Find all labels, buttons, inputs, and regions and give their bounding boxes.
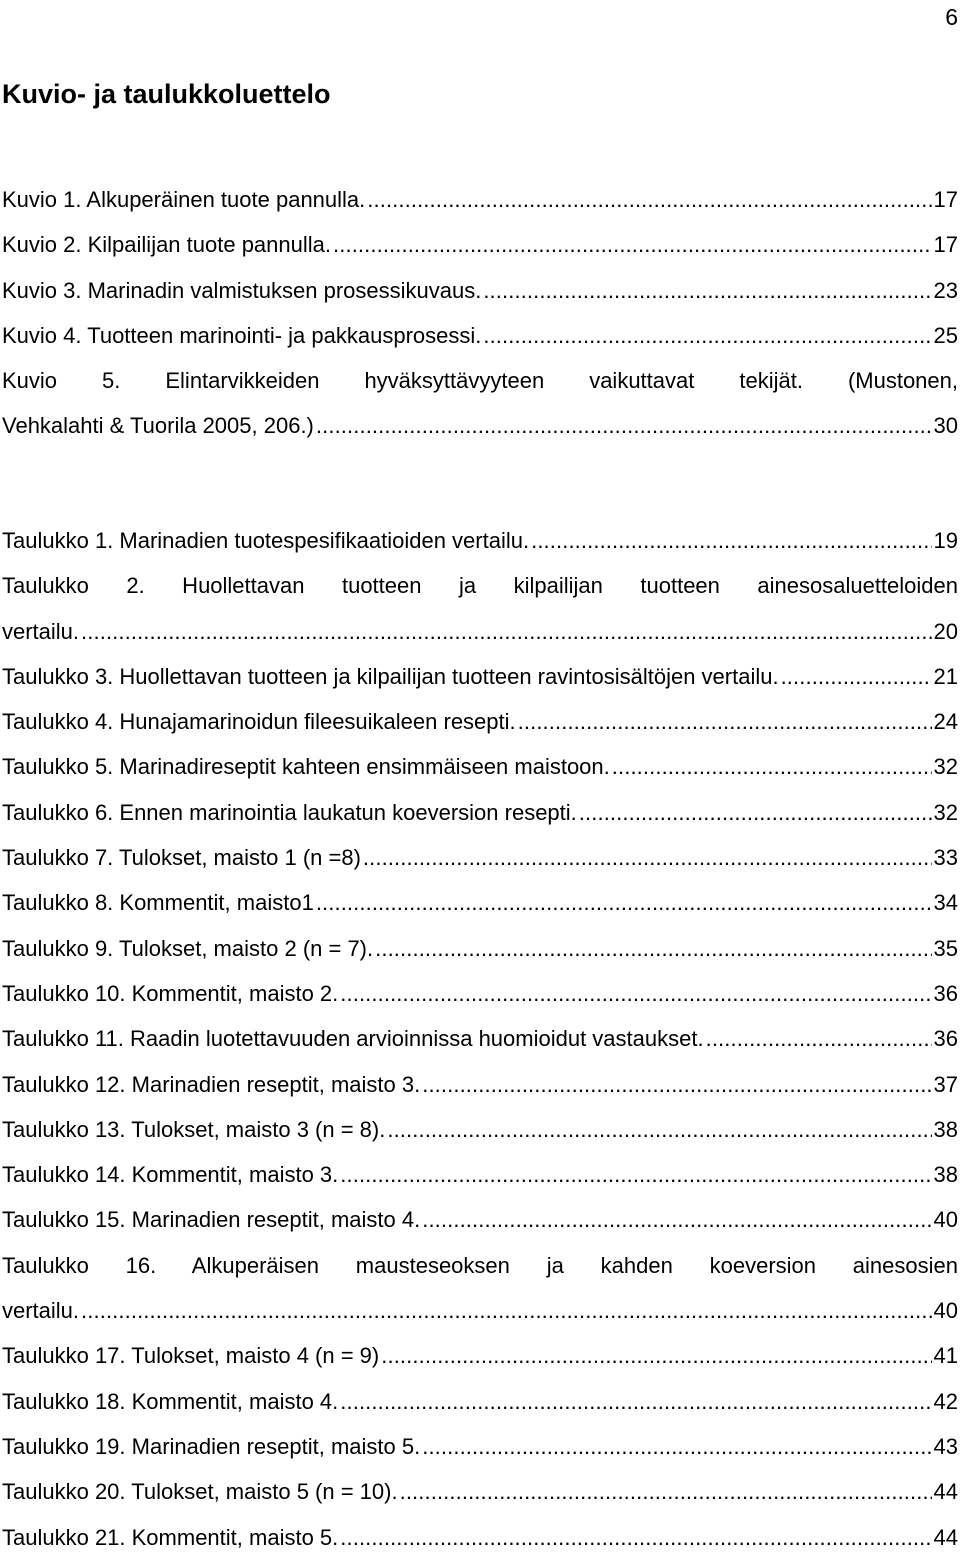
figure-entry-page-number: 25 xyxy=(933,322,958,348)
table-entry[interactable] xyxy=(2,1469,958,1514)
table-entry-label-line: Taulukko 2. Huollettavan tuotteen ja kilpailijan tuotteen ainesosaluetteloiden xyxy=(2,573,958,599)
table-list xyxy=(2,518,958,1560)
figure-entry[interactable] xyxy=(2,222,958,267)
table-entry-page-number: 38 xyxy=(933,1116,958,1142)
table-entry-label: Taulukko 9. Tulokset, maisto 2 (n = 7). xyxy=(2,935,374,961)
table-entry[interactable] xyxy=(2,971,958,1016)
table-entry-label-line: Taulukko 16. Alkuperäisen mausteseoksen ja kahden koeversion ainesosien xyxy=(2,1252,958,1278)
table-entry-page-number: 36 xyxy=(933,1026,958,1052)
table-entry[interactable] xyxy=(2,1243,958,1334)
table-entry-label: vertailu. xyxy=(2,618,80,644)
table-entry-label: Taulukko 17. Tulokset, maisto 4 (n = 9) xyxy=(2,1343,380,1369)
table-entry[interactable] xyxy=(2,1333,958,1378)
dot-leader xyxy=(706,1016,932,1061)
table-entry[interactable] xyxy=(2,699,958,744)
figure-entry[interactable] xyxy=(2,177,958,222)
table-entry[interactable] xyxy=(2,1197,958,1242)
table-entry-page-number: 19 xyxy=(933,528,958,553)
table-entry-page-number: 35 xyxy=(933,935,958,961)
dot-leader xyxy=(483,313,931,358)
table-entry-label: Taulukko 15. Marinadien reseptit, maisto 4. xyxy=(2,1207,421,1233)
table-entry[interactable] xyxy=(2,880,958,925)
dot-leader xyxy=(367,177,931,222)
table-entry[interactable] xyxy=(2,1515,958,1560)
table-entry-page-number: 32 xyxy=(933,754,958,780)
table-entry-label: Taulukko 14. Kommentit, maisto 3. xyxy=(2,1162,339,1188)
table-entry-page-number: 44 xyxy=(933,1524,958,1550)
table-entry[interactable] xyxy=(2,563,958,654)
dot-leader xyxy=(531,518,931,563)
dot-leader xyxy=(375,926,931,971)
table-entry-label: Taulukko 20. Tulokset, maisto 5 (n = 10). xyxy=(2,1479,398,1505)
dot-leader xyxy=(340,1152,931,1197)
table-entry[interactable] xyxy=(2,790,958,835)
page-number: 6 xyxy=(945,4,958,30)
figure-entry-label-line: Kuvio 5. Elintarvikkeiden hyväksyttävyyteen vaikuttavat tekijät. (Mustonen, xyxy=(2,368,958,394)
table-entry[interactable] xyxy=(2,1424,958,1469)
dot-leader xyxy=(400,1469,932,1514)
dot-leader xyxy=(340,971,931,1016)
figure-list xyxy=(2,177,958,449)
figure-entry-page-number: 17 xyxy=(933,187,958,212)
table-entry[interactable] xyxy=(2,926,958,971)
figure-entry-page-number: 30 xyxy=(933,413,958,439)
table-entry-label: Taulukko 10. Kommentit, maisto 2. xyxy=(2,980,339,1006)
table-entry-label: Taulukko 11. Raadin luotettavuuden arvioinnissa huomioidut vastaukset. xyxy=(2,1026,704,1052)
figure-entry[interactable] xyxy=(2,313,958,358)
dot-leader xyxy=(316,880,932,925)
figure-entry-label: Vehkalahti & Tuorila 2005, 206.) xyxy=(2,413,314,439)
figure-entry-label: Kuvio 1. Alkuperäinen tuote pannulla. xyxy=(2,187,366,212)
figure-entry[interactable] xyxy=(2,358,958,449)
table-entry-page-number: 44 xyxy=(933,1479,958,1505)
figure-entry-label: Kuvio 3. Marinadin valmistuksen prosessikuvaus. xyxy=(2,277,482,303)
figure-entry-label: Kuvio 2. Kilpailijan tuote pannulla. xyxy=(2,232,332,258)
table-entry[interactable] xyxy=(2,518,958,563)
table-entry-page-number: 21 xyxy=(933,663,958,689)
dot-leader xyxy=(781,654,932,699)
figure-entry[interactable] xyxy=(2,268,958,313)
table-entry-label: Taulukko 3. Huollettavan tuotteen ja kilpailijan tuotteen ravintosisältöjen vertailu. xyxy=(2,663,779,689)
table-entry-label: Taulukko 12. Marinadien reseptit, maisto 3. xyxy=(2,1071,421,1097)
table-entry-page-number: 36 xyxy=(933,980,958,1006)
dot-leader xyxy=(81,609,931,654)
table-entry[interactable] xyxy=(2,1107,958,1152)
dot-leader xyxy=(81,1288,931,1333)
table-entry-label: Taulukko 5. Marinadireseptit kahteen ensimmäiseen maistoon. xyxy=(2,754,610,780)
table-entry-page-number: 42 xyxy=(933,1388,958,1414)
table-entry[interactable] xyxy=(2,1016,958,1061)
dot-leader xyxy=(381,1333,931,1378)
dot-leader xyxy=(422,1062,931,1107)
table-entry-page-number: 20 xyxy=(933,618,958,644)
table-entry-label: vertailu. xyxy=(2,1298,80,1324)
dot-leader xyxy=(422,1197,931,1242)
table-entry[interactable] xyxy=(2,744,958,789)
table-entry-page-number: 24 xyxy=(933,709,958,735)
dot-leader xyxy=(363,835,932,880)
dot-leader xyxy=(340,1379,931,1424)
table-entry-label: Taulukko 13. Tulokset, maisto 3 (n = 8). xyxy=(2,1116,386,1142)
dot-leader xyxy=(422,1424,931,1469)
table-entry-page-number: 34 xyxy=(933,890,958,916)
table-entry[interactable] xyxy=(2,1152,958,1197)
table-entry[interactable] xyxy=(2,654,958,699)
dot-leader xyxy=(579,790,932,835)
dot-leader xyxy=(483,268,931,313)
table-entry[interactable] xyxy=(2,835,958,880)
dot-leader xyxy=(518,699,932,744)
table-entry-page-number: 38 xyxy=(933,1162,958,1188)
figure-entry-label: Kuvio 4. Tuotteen marinointi- ja pakkausprosessi. xyxy=(2,322,482,348)
table-entry-page-number: 40 xyxy=(933,1298,958,1324)
table-entry-label: Taulukko 8. Kommentit, maisto1 xyxy=(2,890,314,916)
table-entry-page-number: 41 xyxy=(933,1343,958,1369)
table-entry-page-number: 43 xyxy=(933,1433,958,1459)
table-entry-page-number: 37 xyxy=(933,1071,958,1097)
table-entry-label: Taulukko 7. Tulokset, maisto 1 (n =8) xyxy=(2,845,361,871)
table-entry-label: Taulukko 4. Hunajamarinoidun fileesuikaleen resepti. xyxy=(2,709,516,735)
table-entry-label: Taulukko 6. Ennen marinointia laukatun koeversion resepti. xyxy=(2,799,577,825)
figure-entry-page-number: 17 xyxy=(933,232,958,258)
table-entry[interactable] xyxy=(2,1062,958,1107)
table-entry[interactable] xyxy=(2,1379,958,1424)
table-entry-label: Taulukko 21. Kommentit, maisto 5. xyxy=(2,1524,339,1550)
dot-leader xyxy=(340,1515,931,1560)
page-title: Kuvio- ja taulukkoluettelo xyxy=(2,79,331,109)
dot-leader xyxy=(387,1107,931,1152)
dot-leader xyxy=(612,744,932,789)
dot-leader xyxy=(316,403,932,448)
table-entry-label: Taulukko 1. Marinadien tuotespesifikaatioiden vertailu. xyxy=(2,528,530,553)
table-entry-page-number: 32 xyxy=(933,799,958,825)
figure-entry-page-number: 23 xyxy=(933,277,958,303)
table-entry-label: Taulukko 19. Marinadien reseptit, maisto 5. xyxy=(2,1433,421,1459)
table-entry-page-number: 40 xyxy=(933,1207,958,1233)
table-entry-page-number: 33 xyxy=(933,845,958,871)
table-entry-label: Taulukko 18. Kommentit, maisto 4. xyxy=(2,1388,339,1414)
dot-leader xyxy=(333,222,932,267)
